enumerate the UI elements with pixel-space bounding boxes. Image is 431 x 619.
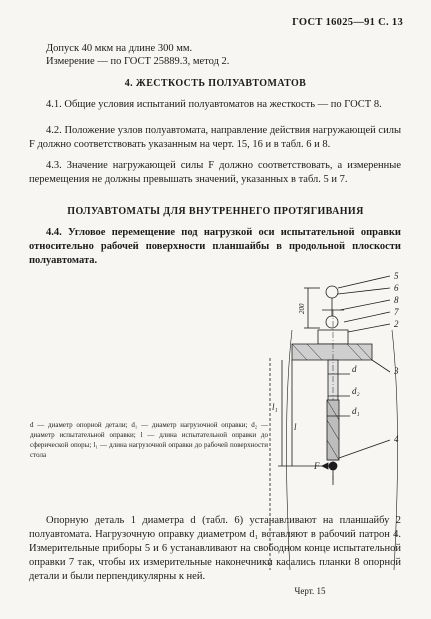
paragraph-4-2: 4.2. Положение узлов полуавтомата, направление действия нагружающей силы F должно соответствовать указанным на черт. 15, 16 и в табл. 6 и 8. bbox=[29, 125, 401, 150]
page-header: ГОСТ 16025—91 С. 13 bbox=[292, 17, 403, 28]
figure-caption: Черт. 15 bbox=[294, 586, 326, 596]
label-d: d bbox=[352, 364, 357, 374]
label-7: 7 bbox=[394, 307, 399, 317]
label-F: F bbox=[314, 461, 320, 471]
body-paragraph: Опорную деталь 1 диаметра d (табл. 6) устанавливают на планшайбу 2 полуавтомата. Нагрузочную оправку диаметром d₁ вставляют в рабочий патрон 4. Измерительные приборы 5 и 6 устанавливают на свободном конце испытательной оправки 7 так, чтобы их измерительные наконечники касались планки 8 опорной детали и были перпендикулярны к ней. bbox=[29, 515, 401, 582]
label-4: 4 bbox=[394, 434, 399, 444]
label-6: 6 bbox=[394, 283, 399, 293]
label-l1: l₁ bbox=[272, 402, 278, 412]
paragraph-4-1: 4.1. Общие условия испытаний полуавтоматов на жесткость — по ГОСТ 8. bbox=[46, 99, 382, 110]
intro-line-1: Допуск 40 мкм на длине 300 мм. bbox=[46, 43, 193, 54]
label-200: 200 bbox=[298, 303, 306, 314]
label-l: l bbox=[294, 422, 297, 432]
label-8: 8 bbox=[394, 295, 399, 305]
label-3: 3 bbox=[394, 366, 399, 376]
figure-legend: d — диаметр опорной детали; d₁ — диаметр нагрузочной оправки; d₂ — диаметр испытательной оправки; l — длина испытательной оправки до сферической опоры; l₁ — длина нагрузочной оправки до рабочей поверхности стола bbox=[30, 421, 268, 459]
intro-line-2: Измерение — по ГОСТ 25889.3, метод 2. bbox=[46, 56, 230, 67]
label-d2: d₂ bbox=[352, 386, 360, 396]
subsection-title: ПОЛУАВТОМАТЫ ДЛЯ ВНУТРЕННЕГО ПРОТЯГИВАНИЯ bbox=[67, 206, 364, 217]
label-2: 2 bbox=[394, 319, 399, 329]
section-4-title: 4. ЖЕСТКОСТЬ ПОЛУАВТОМАТОВ bbox=[124, 78, 307, 89]
paragraph-4-3: 4.3. Значение нагружающей силы F должно соответствовать, а измеренные перемещения не должны превышать значений, указанных в табл. 5 и 7. bbox=[29, 160, 401, 185]
label-d1: d₁ bbox=[352, 406, 360, 416]
paragraph-4-4: 4.4. Угловое перемещение под нагрузкой оси испытательной оправки относительно рабочей поверхности планшайбы в продольной плоскости полуавтомата. bbox=[29, 227, 401, 266]
label-5: 5 bbox=[394, 271, 399, 281]
